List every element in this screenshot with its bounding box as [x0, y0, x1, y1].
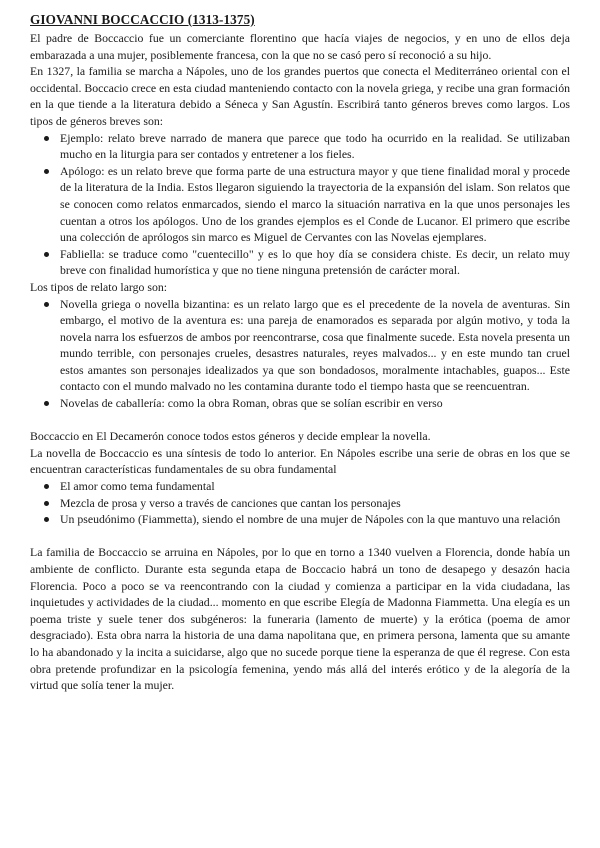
spacer	[30, 528, 570, 545]
list-item-apologo: Apólogo: es un relato breve que forma parte de una estructura mayor y que tiene finalidad moral y procede de la literatura de la India. Estos llegaron siguiendo la trayectoria de la expansión del islam. Son relatos que se conocen como relatos enmarcados, siendo el marco la situación narrativa en la que unos personajes les cuentan a otros los apólogos. Uno de los grandes ejemplos es el Conde de Lucanor. El primero que escribe una colección de aprólogos sin marco es Miguel de Cervantes con las Novelas ejemplares.	[60, 163, 570, 245]
final-paragraph: La familia de Boccaccio se arruina en Nápoles, por lo que en torno a 1340 vuelven a Florencia, donde había un ambiente de conflicto. Durante esta segunda etapa de Boccacio habrá un tono de desapego y desazón hacia Florencia. Poco a poco se va reencontrando con la ciudad y comienza a participar en la vida ciudadana, las inquietudes y actividades de la ciudad... momento en que escribe Elegía de Madonna Fiammetta. Una elegía es un poema triste y suele tener dos subgéneros: la funeraria (lamento de muerte) y la erótica (poema de amor desgraciado). Esta obra narra la historia de una dama napolitana que, en primera persona, lamenta que su amante lo ha abandonado y la incita a suicidarse, algo que no sucede porque tiene la esperanza de que él regrese. Con esta obra pretende profundizar en la psicología femenina, yendo más allá del interés erótico y de la alegoría de la virtud que solía tener la mujer.	[30, 545, 570, 693]
spacer	[30, 412, 570, 429]
document-title: GIOVANNI BOCCACCIO (1313-1375)	[30, 12, 255, 27]
intro-paragraph-naples: En 1327, la familia se marcha a Nápoles, uno de los grandes puertos que conecta el Mediterráneo oriental con el occidental. Boccacio crece en esta ciudad manteniendo contacto con la novela griega, y recibe una gran formación en la que tiende a la literatura debido a Séneca y San Agustín. Escribirá tanto géneros breves como largos. Los tipos de géneros breves son:	[30, 64, 570, 128]
list-item-fabliella: Fabliella: se traduce como "cuentecillo" y es lo que hoy día se considera chiste. Es decir, un relato muy breve con finalidad humorística y que no tiene ninguna pretensión de carácter moral.	[60, 246, 570, 278]
novella-synthesis-paragraph: La novella de Boccaccio es una síntesis de todo lo anterior. En Nápoles escribe una serie de obras en los que se encuentran características fundamentales de su obra fundamental	[30, 445, 570, 477]
list-item-amor: El amor como tema fundamental	[60, 478, 570, 495]
list-item-novella-griega: Novella griega o novella bizantina: es un relato largo que es el precedente de la novela de aventuras. Sin embargo, el motivo de la aventura es: una pareja de enamorados es separada por algún motivo, y toda la novela narra los esfuerzos de ambos por reencontrarse, cosa que finalmente sucede. Esta novela presenta un mundo terrible, con personajes crueles, desastres naturales, reyes malvados... y en este mundo tan cruel estos amantes son personajes idealizados ya que son bondadosos, moralmente intachables, guapos... Este contacto con el mundo malvado no les contamina durante todo el tiempo hasta que se reencuentran.	[60, 296, 570, 394]
intro-paragraph-father: El padre de Boccaccio fue un comerciante florentino que hacía viajes de negocios, y en uno de ellos deja embarazada a una mujer, posiblemente francesa, con la que no se casó pero sí reconoció a su hijo.	[30, 31, 570, 62]
long-genres-intro: Los tipos de relato largo son:	[30, 279, 168, 294]
list-item-pseudonimo: Un pseudónimo (Fiammetta), siendo el nombre de una mujer de Nápoles con la que mantuvo una relación	[60, 511, 570, 528]
list-item-ejemplo: Ejemplo: relato breve narrado de manera que parece que todo ha ocurrido en la realidad. Se utilizaban mucho en la liturgia para ser contados y entretener a los fieles.	[60, 130, 570, 162]
decameron-paragraph: Boccaccio en El Decamerón conoce todos estos géneros y decide emplear la novella.	[30, 429, 431, 444]
list-item-prosa-verso: Mezcla de prosa y verso a través de canciones que cantan los personajes	[60, 495, 570, 512]
long-genres-list	[30, 296, 570, 412]
characteristics-list	[30, 478, 570, 528]
short-genres-list	[30, 130, 570, 279]
list-item-novelas-caballeria: Novelas de caballería: como la obra Roman, obras que se solían escribir en verso	[60, 395, 570, 412]
